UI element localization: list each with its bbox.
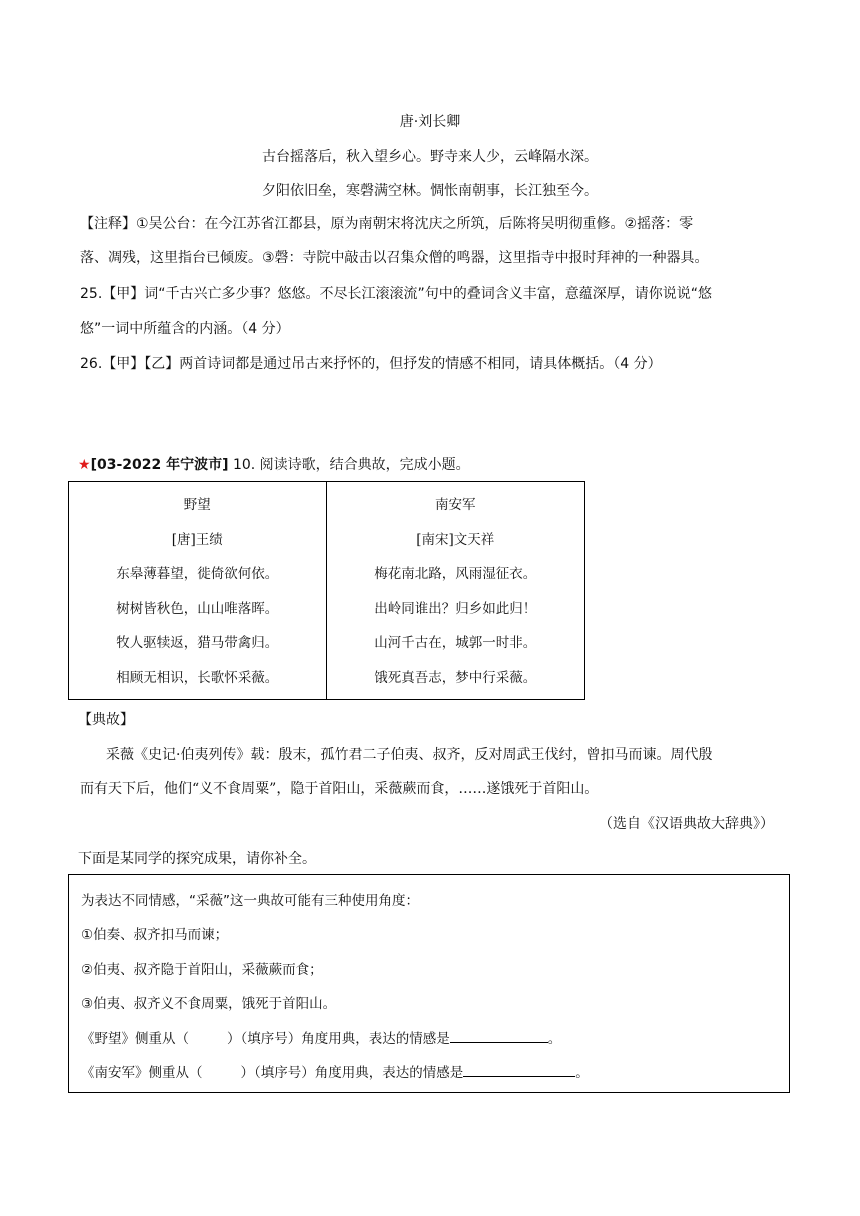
fill-question-2: 《南安军》侧重从（ ）（填序号）角度用典，表达的情感是 。: [81, 1061, 589, 1081]
poem-line: 树树皆秋色，山山唯落晖。: [116, 600, 279, 617]
poem-line: 相顾无相识，长歌怀采薇。: [116, 669, 279, 686]
poem-author: 唐·刘长卿: [399, 114, 461, 130]
poem-column-nananjun: [327, 482, 585, 699]
poem-column-yewang: [69, 482, 327, 699]
answer-box: [68, 874, 790, 1093]
emotion-blank[interactable]: [463, 1062, 575, 1077]
question-25-line-2: 悠”一词中所蕴含的内涵。（4 分）: [80, 321, 290, 337]
poem-line-1: 古台摇落后，秋入望乡心。野寺来人少，云峰隔水深。: [262, 149, 598, 165]
poem-title: 野望: [183, 497, 211, 513]
poem-line: 饿死真吾志，梦中行采薇。: [374, 669, 537, 686]
poem-author: [南宋]文天祥: [416, 531, 495, 548]
emotion-blank[interactable]: [450, 1028, 548, 1043]
poem-line: 梅花南北路，风雨湿征衣。: [374, 566, 537, 582]
section-tag: [03-2022 年宁波市]: [90, 457, 229, 473]
box-intro: 为表达不同情感，“采薇”这一典故可能有三种使用角度：: [81, 893, 419, 909]
question-26: 26.【甲】【乙】两首诗词都是通过吊古来抒怀的，但抒发的情感不相同，请具体概括。（4 分）: [80, 356, 662, 372]
section-header: [78, 454, 470, 474]
poem-line: 出岭同谁出？归乡如此归！: [374, 600, 537, 617]
option-2: ②伯夷、叔齐隐于首阳山，采薇蕨而食；: [81, 962, 323, 978]
allusion-source: （选自《汉语典故大辞典》）: [599, 816, 774, 832]
section-instruction: 10. 阅读诗歌，结合典故，完成小题。: [228, 457, 470, 473]
poem-author: [唐]王绩: [171, 531, 223, 548]
allusion-line-2: 而有天下后，他们“义不食周粟”，隐于首阳山，采薇蕨而食，……遂饿死于首阳山。: [80, 781, 599, 797]
poem-line: 牧人驱犊返，猎马带禽归。: [116, 635, 279, 651]
exploration-prompt: 下面是某同学的探究成果，请你补全。: [78, 851, 316, 867]
poem-line-2: 夕阳依旧垒，寒磬满空林。惆怅南朝事，长江独至今。: [262, 183, 598, 199]
option-3: ③伯夷、叔齐义不食周粟，饿死于首阳山。: [81, 996, 337, 1012]
poem-title: 南安军: [435, 497, 476, 513]
poem-line: 山河千古在，城郭一时非。: [374, 635, 537, 651]
allusion-heading: 【典故】: [78, 712, 134, 728]
note-line-1: 【注释】①吴公台：在今江苏省江都县，原为南朝宋将沈庆之所筑，后陈将吴明彻重修。②摇落：零: [80, 216, 694, 232]
note-line-2: 落、凋残，这里指台已倾废。③磬：寺院中敲击以召集众僧的鸣器，这里指寺中报时拜神的一种器具。: [80, 250, 709, 266]
option-1: ①伯奏、叔齐扣马而谏；: [81, 927, 229, 943]
poem-line: 东皋薄暮望，徙倚欲何依。: [116, 566, 279, 582]
question-25-line-1: 25.【甲】词“千古兴亡多少事？悠悠。不尽长江滚滚流”句中的叠词含义丰富，意蕴深厚，请你说说“悠: [80, 286, 713, 302]
star-icon: ★: [78, 457, 91, 473]
poems-table: [68, 481, 585, 700]
allusion-line-1: 采薇《史记·伯夷列传》载：殷末，孤竹君二子伯夷、叔齐，反对周武王伐纣，曾扣马而谏。周代殷: [106, 747, 713, 763]
fill-question-1: 《野望》侧重从（ ）（填序号）角度用典，表达的情感是 。: [81, 1027, 561, 1047]
